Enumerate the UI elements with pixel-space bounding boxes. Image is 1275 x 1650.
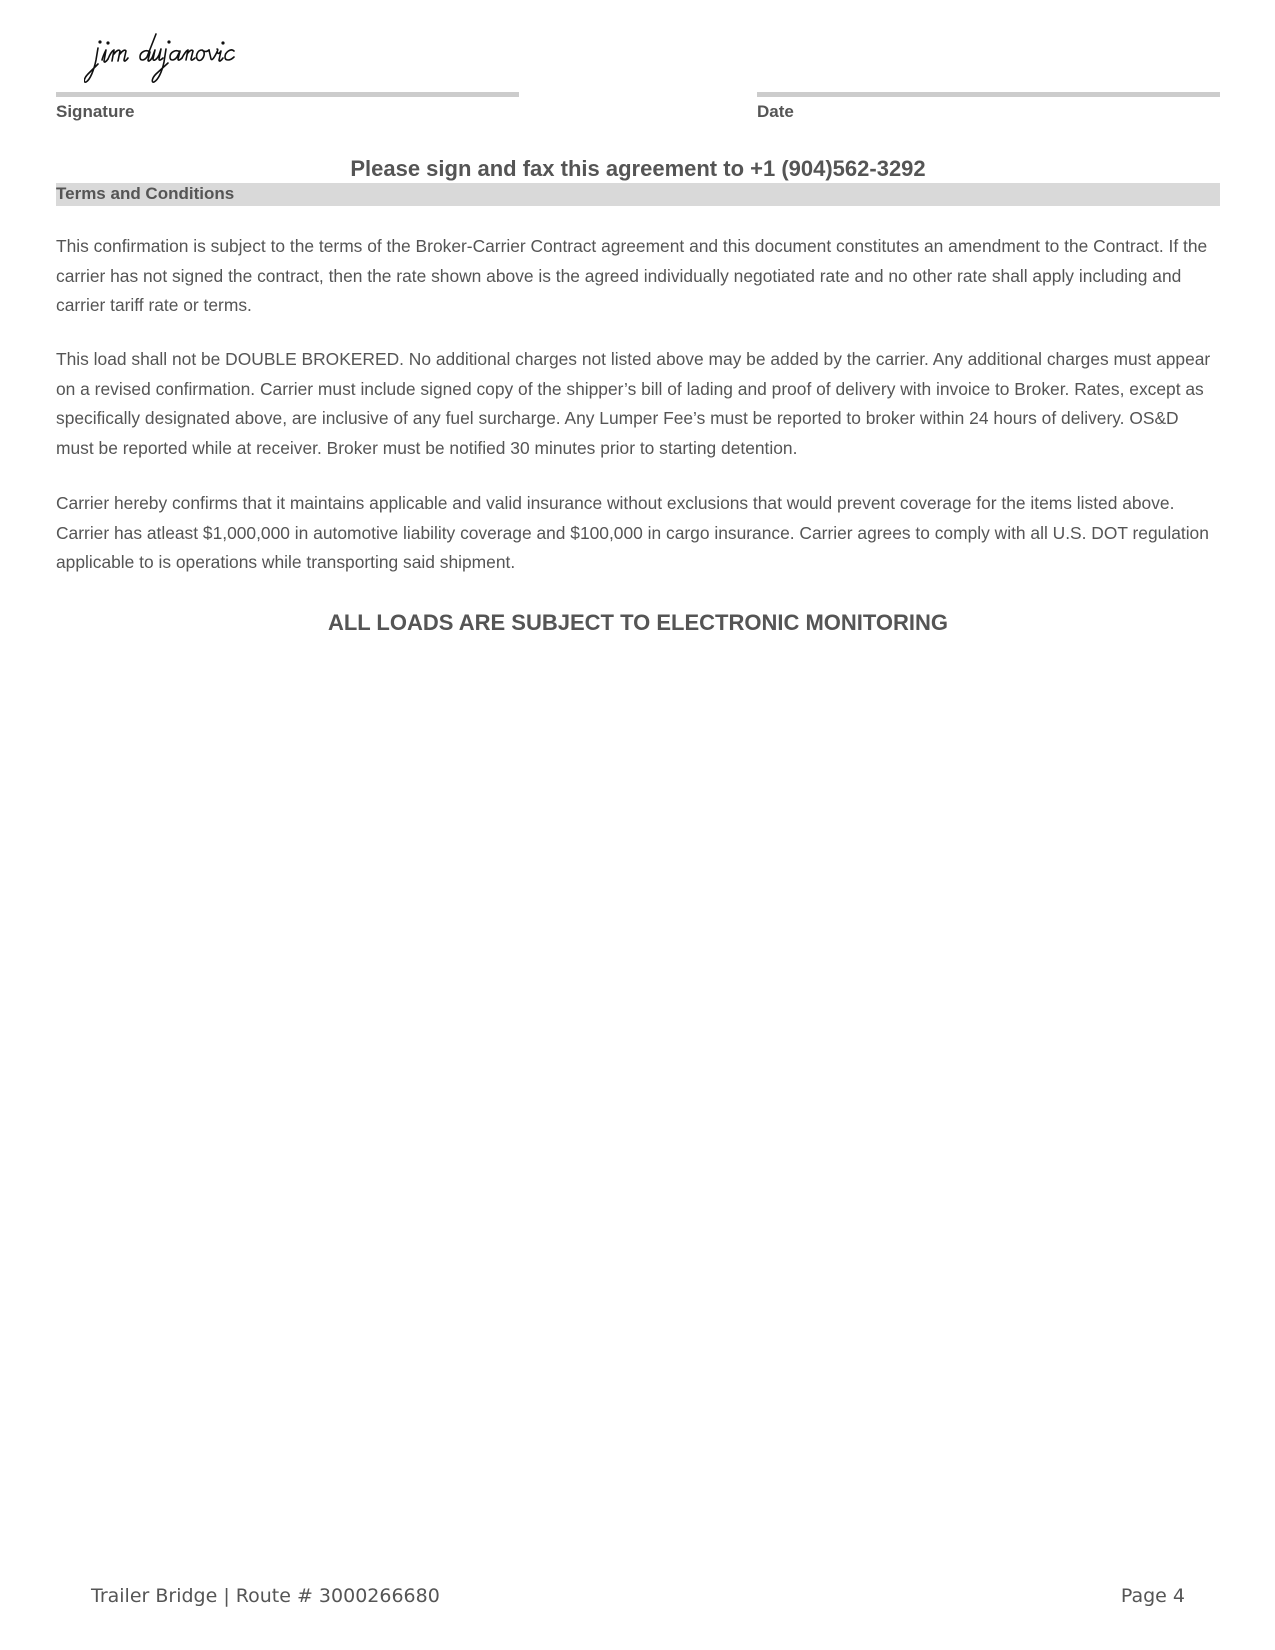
- signature-line: [56, 92, 519, 97]
- signed-name-text: [56, 30, 57, 31]
- date-line: [757, 92, 1220, 97]
- fax-instruction: Please sign and fax this agreement to +1 (904)562-3292: [350, 156, 926, 181]
- date-label: Date: [757, 102, 794, 121]
- date-value-area: [757, 30, 1220, 92]
- signature-drawing: [84, 30, 324, 92]
- terms-paragraph: This load shall not be DOUBLE BROKERED. No additional charges not listed above may be added by the carrier. Any additional charges must appear on a revised confirmation. Carrier must include signed copy of the shipper’s bill of lading and proof of delivery with invoice to Broker. Rates, except as specifically designated above, are inclusive of any fuel surcharge. Any Lumper Fee’s must be reported to broker within 24 hours of delivery. OS&D must be reported while at receiver. Broker must be notified 30 minutes prior to starting detention.: [56, 349, 1211, 458]
- terms-header-bar: [56, 183, 1220, 206]
- signature-block: [56, 30, 519, 122]
- handwritten-signature: [56, 30, 519, 92]
- date-block: [757, 30, 1220, 122]
- signature-label: Signature: [56, 102, 135, 121]
- footer-route: Trailer Bridge | Route # 3000266680: [91, 1585, 440, 1607]
- terms-header: Terms and Conditions: [56, 184, 235, 203]
- terms-paragraph: Carrier hereby confirms that it maintains applicable and valid insurance without exclusions that would prevent coverage for the items listed above. Carrier has atleast $1,000,000 in automotive liability coverage and $100,000 in cargo insurance. Carrier agrees to comply with all U.S. DOT regulation applicable to is operations while transporting said shipment.: [56, 493, 1209, 572]
- terms-paragraph: This confirmation is subject to the terms of the Broker-Carrier Contract agreement and this document constitutes an amendment to the Contract. If the carrier has not signed the contract, then the rate shown above is the agreed individually negotiated rate and no other rate shall apply including and carrier tariff rate or terms.: [56, 236, 1208, 315]
- monitoring-notice: ALL LOADS ARE SUBJECT TO ELECTRONIC MONITORING: [327, 610, 949, 635]
- footer-page-number: Page 4: [1120, 1585, 1185, 1607]
